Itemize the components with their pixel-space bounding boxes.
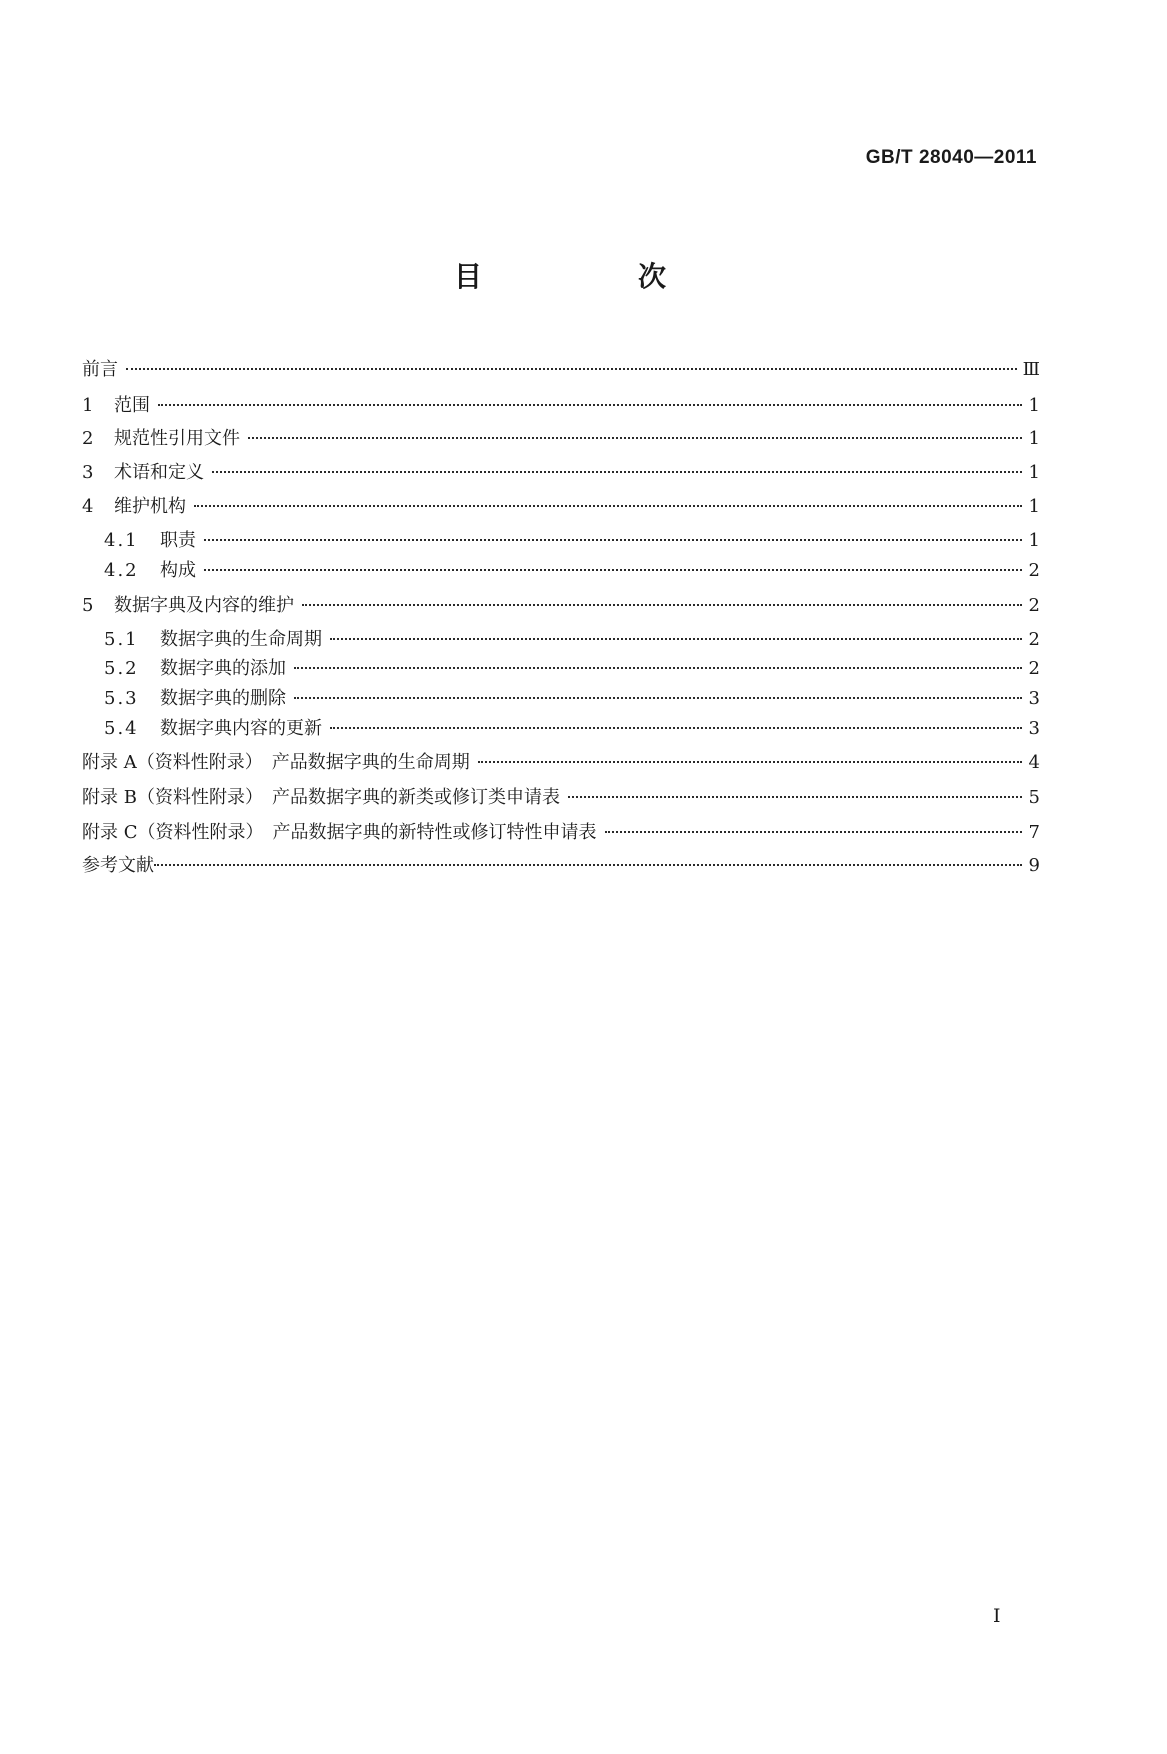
toc-dot-leader [212,456,1022,478]
toc-entry-page: 4 [1028,752,1040,773]
toc-entry[interactable] [82,781,1040,809]
page-number: I [993,1605,1001,1627]
toc-entry-page: 1 [1028,462,1040,483]
toc-entry-label: 附录 B（资料性附录） 产品数据字典的新类或修订类申请表 [82,787,560,808]
toc-entry-label: 数据字典及内容的维护 [114,595,294,616]
toc-entry-label: 维护机构 [114,496,186,517]
toc-entry-label: 附录 A（资料性附录） 产品数据字典的生命周期 [82,752,470,773]
toc-entry-number: 5.2 [104,658,139,679]
toc-entry[interactable] [82,589,1040,617]
toc-dot-leader [194,490,1022,512]
toc-entry[interactable] [82,389,1040,417]
toc-entry-page: 2 [1028,595,1040,616]
toc-entry-label: 术语和定义 [114,462,204,483]
toc-entry-label: 范围 [114,395,150,416]
toc-entry-page: 2 [1028,629,1040,650]
toc-entry[interactable] [82,652,1040,680]
toc-entry-label: 参考文献 [82,855,154,876]
toc-entry-page: 5 [1028,787,1040,808]
toc-entry-page: 9 [1028,855,1040,876]
toc-entry-page: Ⅲ [1022,359,1040,380]
toc-entry-label: 前言 [82,359,118,380]
toc-entry-label: 规范性引用文件 [114,428,240,449]
toc-entry[interactable] [82,682,1040,710]
toc-entry-label: 职责 [160,530,196,551]
toc-entry-label: 数据字典的删除 [160,688,286,709]
toc-entry-number: 5 [82,595,94,616]
toc-entry-page: 2 [1028,560,1040,581]
toc-dot-leader [294,682,1022,704]
toc-dot-leader [478,746,1022,768]
toc-entry-number: 4.2 [104,560,139,581]
toc-entry-number: 5.1 [104,629,139,650]
toc-entry-page: 1 [1028,496,1040,517]
toc-entry-page: 1 [1028,428,1040,449]
toc-entry[interactable] [82,490,1040,518]
toc-entry-label: 数据字典内容的更新 [160,718,322,739]
toc-entry[interactable] [82,849,1040,877]
toc-dot-leader [568,781,1022,803]
toc-dot-leader [330,712,1022,734]
toc-entry[interactable] [82,746,1040,774]
toc-dot-leader [158,389,1022,411]
toc-entry[interactable] [82,554,1040,582]
toc-entry-page: 1 [1028,395,1040,416]
toc-entry[interactable] [82,524,1040,552]
standard-number: GB/T 28040—2011 [865,147,1037,168]
toc-dot-leader [605,816,1023,838]
toc-dot-leader [330,623,1022,645]
toc-entry-number: 5.4 [104,718,139,739]
toc-entry-page: 3 [1028,688,1040,709]
toc-dot-leader [204,524,1022,546]
toc-entry-number: 4 [82,496,94,517]
toc-dot-leader [302,589,1022,611]
toc-entry-number: 5.3 [104,688,139,709]
toc-entry-number: 3 [82,462,94,483]
toc-entry-number: 4.1 [104,530,139,551]
toc-entry[interactable] [82,353,1040,381]
toc-entry[interactable] [82,623,1040,651]
toc-entry-page: 1 [1028,530,1040,551]
toc-entry-number: 1 [82,395,94,416]
toc-entry[interactable] [82,456,1040,484]
toc-dot-leader [248,422,1022,444]
toc-entry-page: 3 [1028,718,1040,739]
toc-dot-leader [204,554,1022,576]
toc-dot-leader [154,849,1022,871]
toc-entry[interactable] [82,422,1040,450]
toc-title: 目 次 [453,260,730,293]
toc-entry-label: 数据字典的添加 [160,658,286,679]
toc-entry-page: 2 [1028,658,1040,679]
toc-entry[interactable] [82,816,1040,844]
toc-dot-leader [126,353,1017,375]
toc-entry[interactable] [82,712,1040,740]
toc-dot-leader [294,652,1022,674]
toc-entry-label: 数据字典的生命周期 [160,629,322,650]
toc-entry-label: 构成 [160,560,196,581]
toc-entry-label: 附录 C（资料性附录） 产品数据字典的新特性或修订特性申请表 [82,822,597,843]
toc-entry-page: 7 [1028,822,1040,843]
toc-entry-number: 2 [82,428,94,449]
